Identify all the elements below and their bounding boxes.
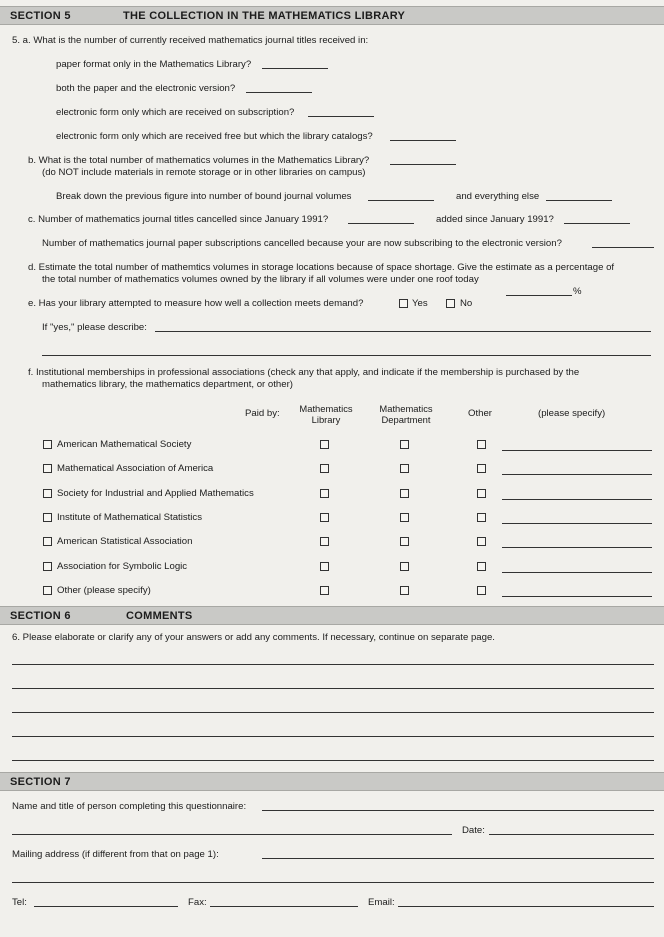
col-math-department-line2: Department	[381, 414, 431, 425]
q5a-subscription-field[interactable]	[308, 116, 374, 117]
q5a-paper-field[interactable]	[262, 68, 328, 69]
paid-by-library-checkbox[interactable]	[320, 513, 329, 522]
association-label: American Mathematical Society	[57, 439, 192, 450]
specify-field[interactable]	[502, 596, 652, 597]
paid-by-library-checkbox[interactable]	[320, 537, 329, 546]
paid-by-other-checkbox[interactable]	[477, 464, 486, 473]
specify-field[interactable]	[502, 499, 652, 500]
question-6: 6. Please elaborate or clarify any of your answers or add any comments. If necessary, continue on separate page.	[12, 632, 495, 643]
paid-by-department-checkbox[interactable]	[400, 586, 409, 595]
name-field[interactable]	[262, 810, 654, 811]
association-checkbox[interactable]	[43, 464, 52, 473]
mail-field[interactable]	[262, 858, 654, 859]
q5e-yes-checkbox[interactable]	[399, 299, 408, 308]
name-field-2[interactable]	[12, 834, 452, 835]
q5e-no-label: No	[460, 298, 473, 309]
q5c-cancelled-field[interactable]	[348, 223, 414, 224]
paid-by-other-checkbox[interactable]	[477, 513, 486, 522]
comment-line[interactable]	[12, 736, 654, 737]
q5a-paper-label: paper format only in the Mathematics Library?	[56, 59, 252, 70]
q5a-free-label: electronic form only which are received free but which the library catalogs?	[56, 131, 373, 142]
q5e-no-checkbox[interactable]	[446, 299, 455, 308]
association-label: Society for Industrial and Applied Mathematics	[57, 488, 254, 499]
q5d-percent-sign: %	[573, 286, 582, 297]
association-checkbox[interactable]	[43, 562, 52, 571]
q5c-electronic-label: Number of mathematics journal paper subscriptions cancelled because your are now subscribing to the electronic version?	[42, 238, 562, 249]
specify-field[interactable]	[502, 547, 652, 548]
comment-line[interactable]	[12, 712, 654, 713]
col-other: Other	[468, 408, 492, 419]
tel-field[interactable]	[34, 906, 178, 907]
association-label: Other (please specify)	[57, 585, 151, 596]
paid-by-department-checkbox[interactable]	[400, 489, 409, 498]
association-label: Institute of Mathematical Statistics	[57, 512, 203, 523]
q5d-percent-field[interactable]	[506, 295, 572, 296]
paid-by-other-checkbox[interactable]	[477, 586, 486, 595]
mail-field-2[interactable]	[12, 882, 654, 883]
q5b-bound-field[interactable]	[368, 200, 434, 201]
section-5-header	[0, 6, 664, 25]
col-math-library-line2: Library	[311, 414, 341, 425]
question-5f: f. Institutional memberships in professional associations (check any that apply, and indicate if the membership is purchased by the	[28, 367, 580, 378]
col-math-library	[290, 403, 362, 425]
specify-field[interactable]	[502, 572, 652, 573]
question-5d-cont: the total number of mathematics volumes owned by the library if all volumes were under one roof today	[42, 274, 479, 285]
q5a-both-field[interactable]	[246, 92, 312, 93]
paid-by-library-checkbox[interactable]	[320, 489, 329, 498]
association-checkbox[interactable]	[43, 513, 52, 522]
section-7-number: SECTION 7	[10, 776, 71, 788]
section-6-header	[0, 606, 664, 625]
paid-by-other-checkbox[interactable]	[477, 537, 486, 546]
q5b-breakdown-label: Break down the previous figure into number of bound journal volumes	[56, 191, 352, 202]
association-checkbox[interactable]	[43, 440, 52, 449]
paid-by-other-checkbox[interactable]	[477, 440, 486, 449]
email-field[interactable]	[398, 906, 654, 907]
comment-line[interactable]	[12, 688, 654, 689]
comment-line[interactable]	[12, 664, 654, 665]
col-paid-by: Paid by:	[245, 408, 280, 419]
paid-by-department-checkbox[interactable]	[400, 440, 409, 449]
col-math-department-line1: Mathematics	[379, 403, 433, 414]
question-5b: b. What is the total number of mathematics volumes in the Mathematics Library?	[28, 155, 370, 166]
q5b-else-label: and everything else	[456, 191, 540, 202]
q5e-yes-label: Yes	[412, 298, 428, 309]
fax-label: Fax:	[188, 897, 207, 908]
col-math-library-line1: Mathematics	[299, 403, 353, 414]
q5e-describe-field[interactable]	[155, 331, 651, 332]
specify-field[interactable]	[502, 523, 652, 524]
paid-by-department-checkbox[interactable]	[400, 537, 409, 546]
question-5d: d. Estimate the total number of mathemtics volumes in storage locations because of space shortage. Give the estimate as a percentage of	[28, 262, 615, 273]
section-5-number: SECTION 5	[10, 10, 71, 22]
association-checkbox[interactable]	[43, 489, 52, 498]
section-6-number: SECTION 6	[10, 610, 71, 622]
association-label: Mathematical Association of America	[57, 463, 214, 474]
paid-by-library-checkbox[interactable]	[320, 586, 329, 595]
section-6-title: COMMENTS	[126, 610, 193, 622]
fax-field[interactable]	[210, 906, 358, 907]
q5e-describe-field-2[interactable]	[42, 355, 651, 356]
date-field[interactable]	[489, 834, 654, 835]
question-5e: e. Has your library attempted to measure how well a collection meets demand?	[28, 298, 364, 309]
paid-by-other-checkbox[interactable]	[477, 562, 486, 571]
q5c-added-field[interactable]	[564, 223, 630, 224]
tel-label: Tel:	[12, 897, 27, 908]
q5b-note: (do NOT include materials in remote storage or in other libraries on campus)	[42, 167, 366, 178]
q5a-both-label: both the paper and the electronic version?	[56, 83, 236, 94]
association-label: American Statistical Association	[57, 536, 193, 547]
q5c-added-label: added since January 1991?	[436, 214, 554, 225]
specify-field[interactable]	[502, 474, 652, 475]
paid-by-department-checkbox[interactable]	[400, 562, 409, 571]
q5a-free-field[interactable]	[390, 140, 456, 141]
mail-label: Mailing address (if different from that on page 1):	[12, 849, 219, 860]
q5c-electronic-field[interactable]	[592, 247, 654, 248]
paid-by-department-checkbox[interactable]	[400, 513, 409, 522]
paid-by-library-checkbox[interactable]	[320, 562, 329, 571]
association-checkbox[interactable]	[43, 537, 52, 546]
date-label: Date:	[462, 825, 485, 836]
q5e-describe-label: If "yes," please describe:	[42, 322, 147, 333]
association-checkbox[interactable]	[43, 586, 52, 595]
section-7-header	[0, 772, 664, 791]
paid-by-library-checkbox[interactable]	[320, 440, 329, 449]
name-label: Name and title of person completing this questionnaire:	[12, 801, 247, 812]
paid-by-department-checkbox[interactable]	[400, 464, 409, 473]
question-5a: 5. a. What is the number of currently received mathematics journal titles received in:	[12, 35, 369, 46]
q5a-subscription-label: electronic form only which are received on subscription?	[56, 107, 295, 118]
col-specify: (please specify)	[538, 408, 606, 419]
comment-line[interactable]	[12, 760, 654, 761]
q5b-total-field[interactable]	[390, 164, 456, 165]
paid-by-library-checkbox[interactable]	[320, 464, 329, 473]
q5b-else-field[interactable]	[546, 200, 612, 201]
email-label: Email:	[368, 897, 395, 908]
specify-field[interactable]	[502, 450, 652, 451]
paid-by-other-checkbox[interactable]	[477, 489, 486, 498]
col-math-department	[370, 403, 442, 425]
association-label: Association for Symbolic Logic	[57, 561, 188, 572]
question-5f-cont: mathematics library, the mathematics department, or other)	[42, 379, 293, 390]
question-5c: c. Number of mathematics journal titles cancelled since January 1991?	[28, 214, 329, 225]
section-5-title: THE COLLECTION IN THE MATHEMATICS LIBRARY	[123, 10, 406, 22]
